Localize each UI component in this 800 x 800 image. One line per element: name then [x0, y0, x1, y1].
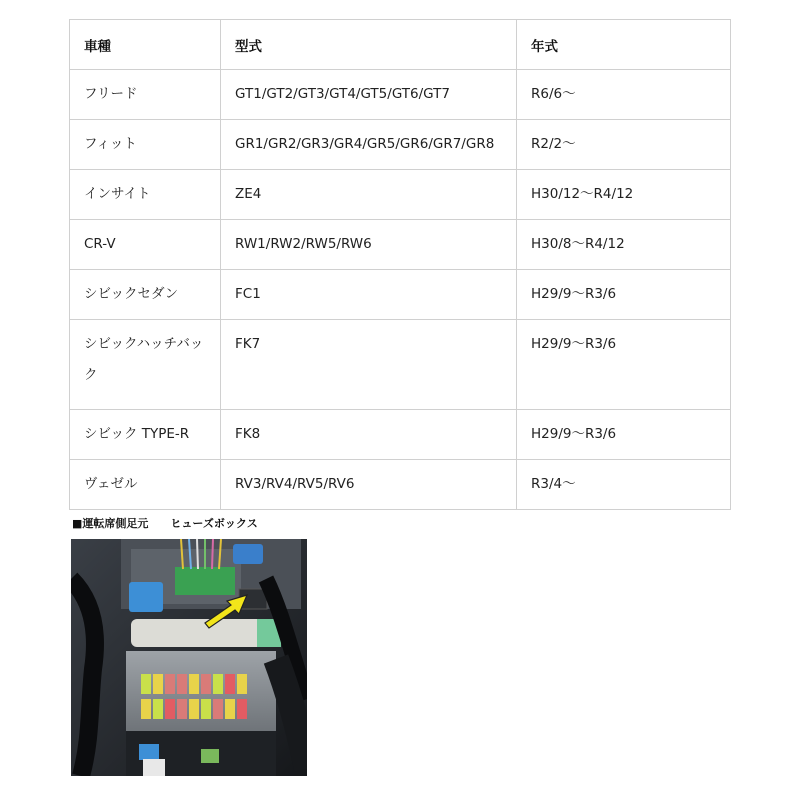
header-year: 年式 — [517, 20, 731, 70]
cell-model: フィット — [70, 120, 221, 170]
cell-year: H29/9～R3/6 — [517, 270, 731, 320]
cell-type-code: RW1/RW2/RW5/RW6 — [221, 220, 517, 270]
table-row — [70, 320, 731, 410]
fuse-box-photo — [71, 539, 307, 776]
cell-model: シビック TYPE-R — [70, 410, 221, 460]
cell-year: H30/12～R4/12 — [517, 170, 731, 220]
table-row — [70, 460, 731, 510]
cell-model: シビックセダン — [70, 270, 221, 320]
cell-model: シビックハッチバック — [70, 320, 221, 410]
cell-model: インサイト — [70, 170, 221, 220]
table-row — [70, 270, 731, 320]
table-row — [70, 70, 731, 120]
cell-model: フリード — [70, 70, 221, 120]
table-row — [70, 120, 731, 170]
photo-caption: ■運転席側足元 ヒューズボックス — [72, 517, 258, 530]
cell-type-code: GT1/GT2/GT3/GT4/GT5/GT6/GT7 — [221, 70, 517, 120]
cell-type-code: FC1 — [221, 270, 517, 320]
cell-year: H29/9～R3/6 — [517, 320, 731, 410]
cell-year: R6/6～ — [517, 70, 731, 120]
cell-model: CR-V — [70, 220, 221, 270]
cell-year: H29/9～R3/6 — [517, 410, 731, 460]
table-row — [70, 170, 731, 220]
header-type-code: 型式 — [221, 20, 517, 70]
cell-model: ヴェゼル — [70, 460, 221, 510]
table-header-row — [70, 20, 731, 70]
vehicle-compatibility-table — [69, 19, 731, 510]
cell-year: H30/8～R4/12 — [517, 220, 731, 270]
table-row — [70, 220, 731, 270]
cell-type-code: FK7 — [221, 320, 517, 410]
cell-type-code: ZE4 — [221, 170, 517, 220]
cell-type-code: RV3/RV4/RV5/RV6 — [221, 460, 517, 510]
header-model: 車種 — [70, 20, 221, 70]
cell-type-code: FK8 — [221, 410, 517, 460]
cell-type-code: GR1/GR2/GR3/GR4/GR5/GR6/GR7/GR8 — [221, 120, 517, 170]
cell-year: R3/4～ — [517, 460, 731, 510]
cell-year: R2/2～ — [517, 120, 731, 170]
table-row — [70, 410, 731, 460]
